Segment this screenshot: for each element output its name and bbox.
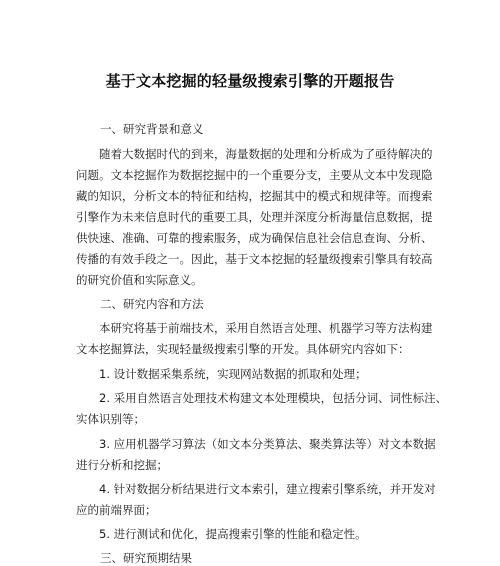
list-item-1: 1. 设计数据采集系统，实现网站数据的抓取和处理；	[99, 367, 367, 381]
paragraph-line: 随着大数据时代的到来，海量数据的处理和分析成为了亟待解决的	[99, 147, 433, 161]
paragraph-line: 本研究将基于前端技术，采用自然语言处理、机器学习等方法构建	[99, 321, 433, 335]
paragraph-line: 引擎作为未来信息时代的重要工具，处理并深度分析海量信息数据，提	[76, 210, 433, 224]
section-heading-expected-results: 三、研究预期结果	[100, 551, 192, 565]
list-item-2: 2. 采用自然语言处理技术构建文本处理模块，包括分词、词性标注、	[99, 391, 448, 405]
document-title: 基于文本挖掘的轻量级搜索引擎的开题报告	[105, 72, 395, 90]
list-item-2-continued: 实体识别等；	[76, 412, 145, 426]
paragraph-line: 的研究价值和实际意义。	[76, 273, 203, 287]
paragraph-line: 供快速、准确、可靠的搜索服务，成为确保信息社会信息查询、分析、	[76, 231, 433, 245]
list-item-3-continued: 进行分析和挖掘；	[76, 458, 168, 472]
section-heading-content-methods: 二、研究内容和方法	[100, 297, 204, 311]
paragraph-line: 问题。文本挖掘作为数据挖掘中的一个重要分支，主要从文本中发现隐	[76, 168, 433, 182]
list-item-3: 3. 应用机器学习算法（如文本分类算法、聚类算法等）对文本数据	[99, 437, 436, 451]
paragraph-line: 传播的有效手段之一。因此，基于文本挖掘的轻量级搜索引擎具有较高	[76, 252, 433, 266]
paragraph-line: 文本挖掘算法，实现轻量级搜索引擎的开发。具体研究内容如下：	[76, 342, 410, 356]
paragraph-line: 藏的知识，分析文本的特征和结构，挖掘其中的模式和规律等。而搜索	[76, 189, 433, 203]
list-item-4: 4. 针对数据分析结果进行文本索引，建立搜索引擎系统，并开发对	[99, 482, 436, 496]
list-item-5: 5. 进行测试和优化，提高搜索引擎的性能和稳定性。	[99, 527, 367, 541]
list-item-4-continued: 应的前端界面；	[76, 503, 157, 517]
section-heading-background: 一、研究背景和意义	[100, 122, 204, 136]
